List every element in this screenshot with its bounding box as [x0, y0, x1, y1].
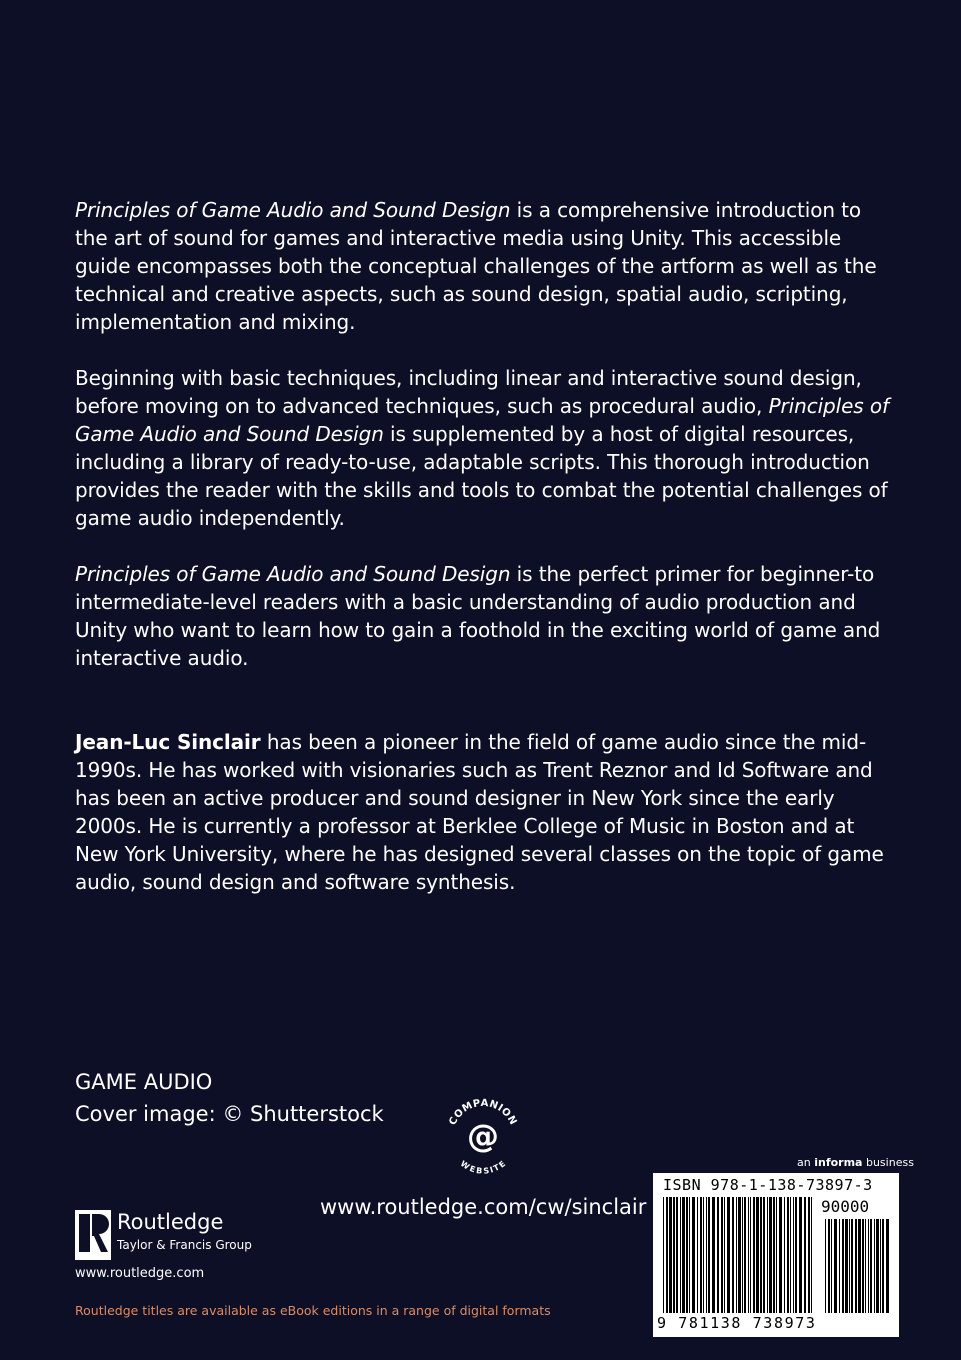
barcode-bar — [724, 1197, 725, 1313]
barcode-bar — [700, 1197, 702, 1313]
blurb-paragraph-3: Principles of Game Audio and Sound Design is the perfect primer for beginner-to intermediate-level readers with a basic understanding of audio production and Unity who want to learn how to gain a foothold in the exciting world of game and interactive audio. — [75, 562, 881, 670]
barcode-bar — [767, 1197, 768, 1313]
barcode-bar — [692, 1197, 695, 1313]
routledge-logo — [75, 1210, 275, 1260]
ean-digits: 9 781138 738973 — [657, 1314, 817, 1332]
barcode-bar — [756, 1197, 759, 1313]
barcode-bar — [779, 1197, 782, 1313]
barcode-bar — [831, 1219, 832, 1313]
barcode-bar — [886, 1219, 889, 1313]
barcode-bar — [686, 1197, 688, 1313]
book-title: Principles of Game Audio and Sound Design — [75, 198, 511, 222]
barcode-bar — [776, 1197, 777, 1313]
barcode-bar — [744, 1197, 746, 1313]
companion-top-text: COMPANION — [447, 1097, 519, 1128]
barcode-bar — [793, 1197, 794, 1313]
barcode-bar — [750, 1197, 751, 1313]
barcode-bar — [784, 1197, 785, 1313]
barcode-bar — [769, 1197, 772, 1313]
barcode-bar — [682, 1197, 685, 1313]
barcode-bar — [721, 1197, 723, 1313]
category-label: GAME AUDIO — [75, 1070, 213, 1094]
barcode-bar — [828, 1219, 830, 1313]
barcode-bar — [849, 1219, 850, 1313]
companion-url[interactable]: www.routledge.com/cw/sinclair — [320, 1195, 647, 1219]
barcode-bar — [845, 1219, 848, 1313]
barcode-bar — [808, 1197, 810, 1313]
barcode-bar — [706, 1197, 707, 1313]
barcode-bar — [825, 1219, 826, 1313]
author-bio: Jean-Luc Sinclair has been a pioneer in the field of game audio since the mid-1990s. He has worked with visionaries such as Trent Reznor and Id Software and has been an active producer and sound designer in New York since the early 2000s. He is currently a professor at Berklee College of Music in Boston and at New York University, where he has designed several classes on the topic of game audio, sound design and software synthesis. — [75, 730, 884, 894]
barcode-bar — [673, 1197, 675, 1313]
barcode-bar — [676, 1197, 678, 1313]
blurb-paragraph-1: Principles of Game Audio and Sound Design is a comprehensive introduction to the art of sound for games and interactive media using Unity. This accessible guide encompasses both the conceptual challenges of the artform as well as the technical and creative aspects, such as sound design, spatial audio, scripting, implementation and mixing. — [75, 198, 877, 334]
ebook-footnote: Routledge titles are available as eBook editions in a range of digital formats — [75, 1303, 551, 1318]
barcode-bar — [880, 1219, 881, 1313]
informa-tagline: an informa business — [797, 1156, 914, 1169]
barcode-bar — [882, 1219, 884, 1313]
back-cover-blurb — [75, 196, 895, 924]
barcode-bar — [790, 1197, 791, 1313]
barcode-bar — [717, 1197, 719, 1313]
book-title: Principles of Game Audio and Sound Design — [75, 394, 889, 446]
barcode-bar — [795, 1197, 797, 1313]
publisher-group: Taylor & Francis Group — [117, 1238, 252, 1252]
barcode-bar — [760, 1197, 762, 1313]
barcode-bar — [855, 1219, 857, 1313]
isbn-barcode — [653, 1173, 899, 1337]
barcode-bar — [842, 1219, 844, 1313]
barcode-bar — [870, 1219, 872, 1313]
barcode-bar — [787, 1197, 789, 1313]
barcode-bar — [858, 1219, 861, 1313]
cover-credit: Cover image: © Shutterstock — [75, 1102, 384, 1126]
barcode-bar — [799, 1197, 802, 1313]
barcode-bar — [708, 1197, 710, 1313]
barcode-bar — [742, 1197, 743, 1313]
barcode-bar — [865, 1219, 866, 1313]
barcode-bar — [851, 1219, 853, 1313]
isbn-text: ISBN 978-1-138-73897-3 — [663, 1176, 873, 1194]
barcode-bar — [666, 1197, 668, 1313]
at-symbol: @ — [467, 1117, 499, 1155]
barcode-bar — [748, 1197, 749, 1313]
publisher-url[interactable]: www.routledge.com — [75, 1266, 205, 1281]
barcode-bar — [839, 1219, 840, 1313]
barcode-bar — [669, 1197, 672, 1313]
book-title: Principles of Game Audio and Sound Design — [75, 562, 511, 586]
barcode-bar — [874, 1219, 875, 1313]
book-meta — [75, 1066, 384, 1130]
barcode-bar — [876, 1219, 879, 1313]
companion-bottom-text: WEBSITE — [458, 1158, 508, 1176]
barcode-bar — [697, 1197, 698, 1313]
barcode-bar — [804, 1197, 806, 1313]
publisher-name: Routledge — [117, 1210, 224, 1234]
barcode-bar — [703, 1197, 704, 1313]
barcode-bar — [773, 1197, 775, 1313]
barcode-bar — [738, 1197, 741, 1313]
barcode-bar — [727, 1197, 730, 1313]
barcode-bar — [712, 1197, 715, 1313]
barcode-bar — [689, 1197, 690, 1313]
barcode-bar — [732, 1197, 734, 1313]
barcode-bar — [811, 1197, 812, 1313]
blurb-paragraph-2: Beginning with basic techniques, including linear and interactive sound design, before moving on to advanced techniques, such as procedural audio, Principles of Game Audio and Sound Design is supplemented by a host of digital resources, including a library of ready-to-use, adaptable scripts. This thorough introduction provides the reader with the skills and tools to combat the potential challenges of game audio independently. — [75, 366, 889, 530]
barcode-bar — [834, 1219, 837, 1313]
barcode-bar — [868, 1219, 869, 1313]
barcode-bar — [736, 1197, 737, 1313]
price-code: 90000 — [821, 1197, 870, 1216]
barcode-bar — [680, 1197, 681, 1313]
barcode-bar — [862, 1219, 864, 1313]
companion-website-icon — [438, 1090, 528, 1180]
barcode-bar — [763, 1197, 765, 1313]
author-name: Jean-Luc Sinclair — [75, 730, 261, 754]
barcode-bar — [753, 1197, 755, 1313]
svg-text:WEBSITE — [459, 1159, 508, 1176]
routledge-mark-icon — [75, 1210, 111, 1260]
barcode-bar — [663, 1197, 664, 1313]
